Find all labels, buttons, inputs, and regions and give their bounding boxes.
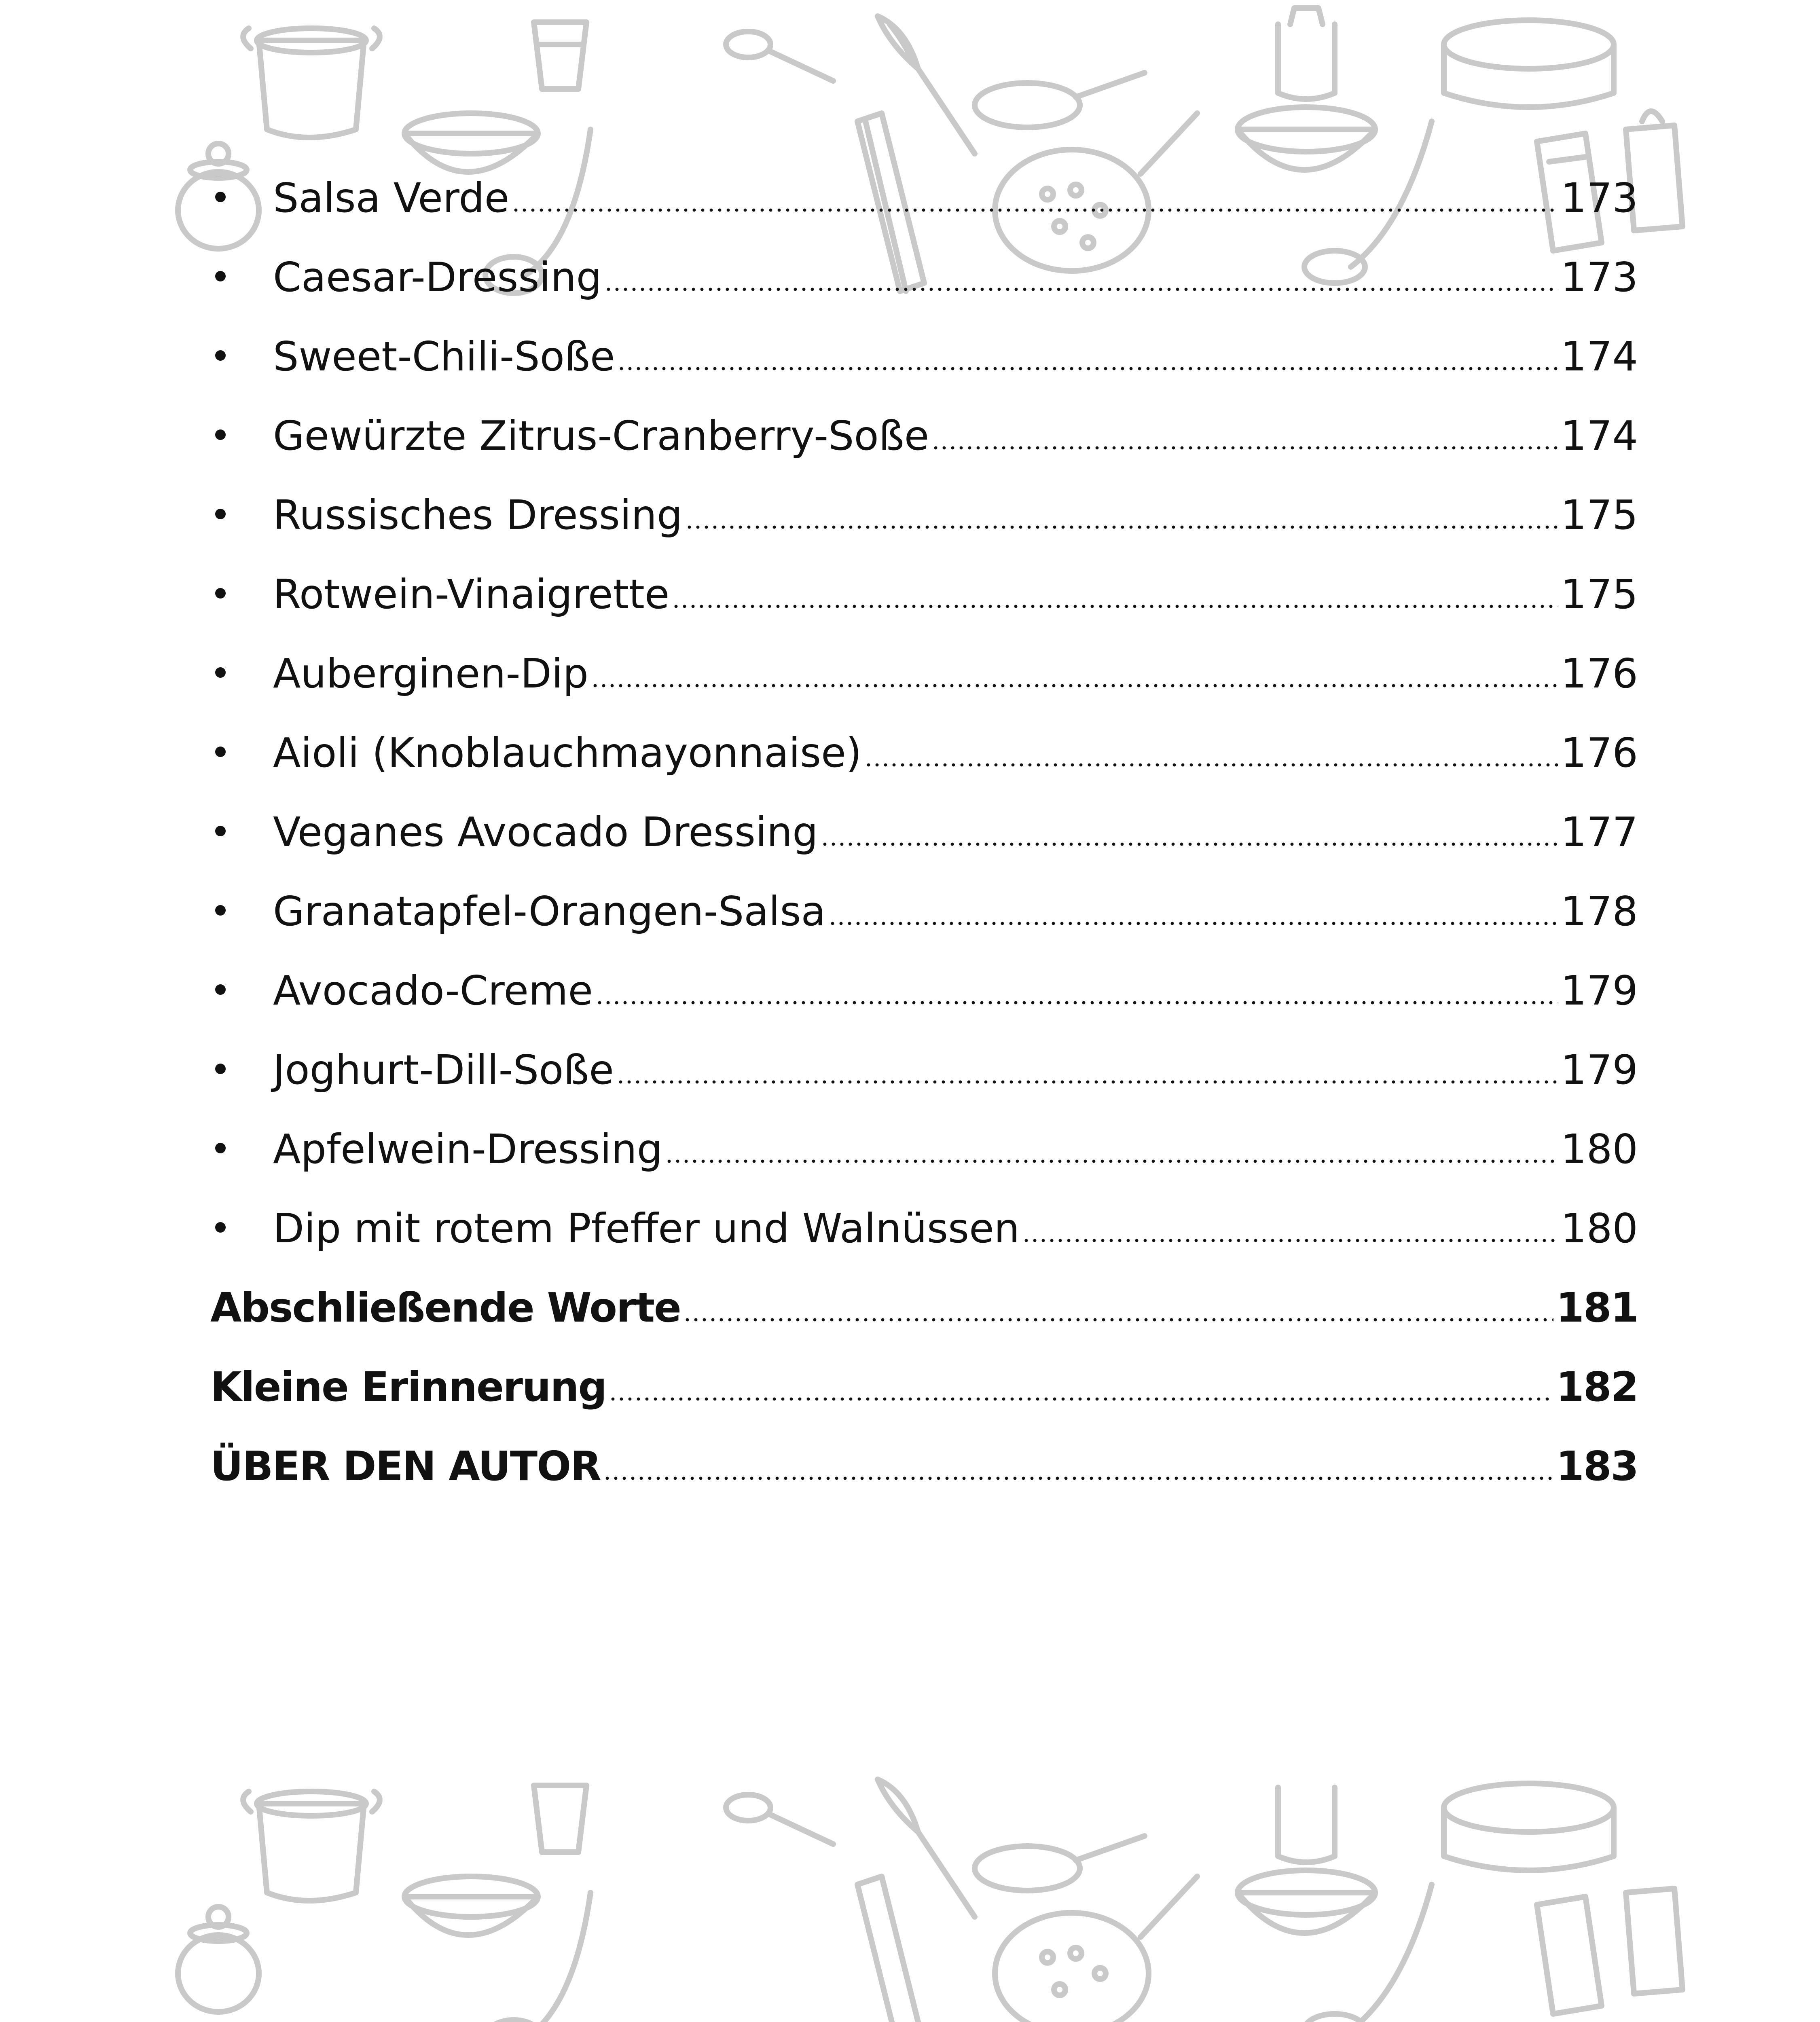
glass-icon bbox=[534, 1785, 586, 1852]
bullet-icon bbox=[215, 588, 226, 599]
toc-entry-label: Veganes Avocado Dressing bbox=[273, 808, 818, 856]
kitchen-utensils-decoration-bottom bbox=[0, 1767, 1820, 2022]
dot-leader bbox=[609, 1397, 1553, 1401]
dot-leader bbox=[821, 842, 1559, 846]
grater-icon bbox=[1626, 1889, 1682, 1994]
glass-icon bbox=[534, 22, 586, 89]
sugar-bowl-icon bbox=[1278, 1787, 1335, 1862]
bowl-icon bbox=[1238, 1870, 1375, 1933]
bowl-icon bbox=[1238, 107, 1375, 170]
sugar-bowl-icon bbox=[1278, 8, 1335, 99]
colander-icon bbox=[995, 1876, 1197, 2022]
bullet-icon bbox=[215, 826, 226, 836]
toc-entry[interactable] bbox=[210, 730, 1638, 809]
toc-entry[interactable] bbox=[210, 175, 1638, 254]
toc-page-number: 179 bbox=[1561, 1046, 1638, 1093]
sugar-bowl-icon bbox=[178, 1907, 259, 2012]
rolling-pin-icon bbox=[857, 1876, 924, 2022]
toc-entry-label: Caesar-Dressing bbox=[273, 254, 602, 301]
spoon-icon bbox=[726, 1795, 833, 1844]
toc-entry-label: Gewürzte Zitrus-Cranberry-Soße bbox=[273, 412, 929, 459]
toc-page-number: 174 bbox=[1561, 412, 1638, 459]
toc-entry-label: Auberginen-Dip bbox=[273, 650, 589, 697]
toc-entry-label: Rotwein-Vinaigrette bbox=[273, 571, 670, 618]
dot-leader bbox=[591, 684, 1558, 687]
bullet-icon bbox=[215, 984, 226, 995]
toc-section-label: Kleine Erinnerung bbox=[210, 1363, 607, 1411]
toc-page-number: 179 bbox=[1561, 967, 1638, 1014]
dot-leader bbox=[672, 605, 1558, 608]
toc-section-label: ÜBER DEN AUTOR bbox=[210, 1442, 601, 1490]
toc-page-number: 176 bbox=[1561, 650, 1638, 697]
bullet-icon bbox=[215, 1143, 226, 1153]
ladle-icon bbox=[1304, 1885, 1432, 2022]
dot-leader bbox=[595, 1001, 1558, 1005]
toc-page-number: 183 bbox=[1556, 1442, 1638, 1490]
toc-entry-label: Avocado-Creme bbox=[273, 967, 593, 1014]
bullet-icon bbox=[215, 429, 226, 440]
frying-pan-icon bbox=[975, 73, 1145, 127]
springform-pan-icon bbox=[1444, 20, 1614, 107]
toc-entry[interactable] bbox=[210, 888, 1638, 967]
toc-page-number: 182 bbox=[1556, 1363, 1638, 1411]
bullet-icon bbox=[215, 667, 226, 678]
toc-entry[interactable] bbox=[210, 650, 1638, 730]
toc-entry[interactable] bbox=[210, 967, 1638, 1047]
dot-leader bbox=[683, 1318, 1553, 1322]
bullet-icon bbox=[215, 1064, 226, 1074]
dot-leader bbox=[828, 922, 1558, 925]
toc-page-number: 180 bbox=[1561, 1125, 1638, 1173]
toc-entry-label: Dip mit rotem Pfeffer und Walnüssen bbox=[273, 1205, 1020, 1252]
dot-leader bbox=[665, 1159, 1558, 1163]
toc-page-number: 173 bbox=[1561, 254, 1638, 301]
bullet-icon bbox=[215, 509, 226, 519]
cooking-pot-icon bbox=[243, 1791, 380, 1901]
bowl-icon bbox=[404, 113, 538, 172]
dot-leader bbox=[604, 288, 1558, 291]
cooking-pot-icon bbox=[243, 28, 380, 137]
springform-pan-icon bbox=[1444, 1783, 1614, 1870]
toc-entry-label: Granatapfel-Orangen-Salsa bbox=[273, 888, 826, 935]
toc-section-label: Abschließende Worte bbox=[210, 1284, 681, 1331]
toc-page-number: 173 bbox=[1561, 174, 1638, 222]
kitchen-scale-icon bbox=[1537, 1897, 1602, 2014]
bullet-icon bbox=[215, 350, 226, 361]
table-of-contents bbox=[210, 175, 1638, 1522]
toc-page-number: 175 bbox=[1561, 571, 1638, 618]
dot-leader bbox=[603, 1476, 1553, 1480]
bullet-icon bbox=[215, 905, 226, 916]
toc-page-number: 178 bbox=[1561, 888, 1638, 935]
toc-entry-label: Russisches Dressing bbox=[273, 491, 683, 539]
toc-entry[interactable] bbox=[210, 412, 1638, 492]
toc-entry[interactable] bbox=[210, 333, 1638, 412]
toc-entry[interactable] bbox=[210, 1126, 1638, 1205]
ladle-icon bbox=[485, 1893, 590, 2022]
toc-section-entry[interactable] bbox=[210, 1443, 1638, 1522]
toc-page-number: 177 bbox=[1561, 808, 1638, 856]
dot-leader bbox=[512, 208, 1558, 212]
toc-entry[interactable] bbox=[210, 492, 1638, 571]
bullet-icon bbox=[215, 271, 226, 281]
toc-entry[interactable] bbox=[210, 254, 1638, 333]
spoon-icon bbox=[726, 32, 833, 81]
toc-entry[interactable] bbox=[210, 1047, 1638, 1126]
toc-page-number: 175 bbox=[1561, 491, 1638, 539]
whisk-icon bbox=[878, 16, 975, 154]
bullet-icon bbox=[215, 747, 226, 757]
whisk-icon bbox=[878, 1779, 975, 1917]
toc-section-entry[interactable] bbox=[210, 1284, 1638, 1364]
bullet-icon bbox=[215, 192, 226, 202]
dot-leader bbox=[1022, 1239, 1558, 1242]
dot-leader bbox=[864, 763, 1558, 767]
toc-page-number: 174 bbox=[1561, 333, 1638, 380]
toc-entry-label: Sweet-Chili-Soße bbox=[273, 333, 615, 380]
toc-entry[interactable] bbox=[210, 1205, 1638, 1284]
toc-entry-label: Aioli (Knoblauchmayonnaise) bbox=[273, 729, 862, 776]
bullet-icon bbox=[215, 1222, 226, 1233]
dot-leader bbox=[616, 1080, 1558, 1084]
bowl-icon bbox=[404, 1876, 538, 1935]
dot-leader bbox=[685, 525, 1559, 529]
toc-page-number: 180 bbox=[1561, 1205, 1638, 1252]
toc-entry-label: Joghurt-Dill-Soße bbox=[273, 1046, 614, 1093]
toc-page-number: 181 bbox=[1556, 1284, 1638, 1331]
toc-entry-label: Apfelwein-Dressing bbox=[273, 1125, 663, 1173]
dot-leader bbox=[931, 446, 1558, 450]
toc-entry[interactable] bbox=[210, 571, 1638, 650]
toc-entry-label: Salsa Verde bbox=[273, 174, 510, 222]
toc-page-number: 176 bbox=[1561, 729, 1638, 776]
frying-pan-icon bbox=[975, 1836, 1145, 1891]
dot-leader bbox=[617, 367, 1558, 370]
toc-entry[interactable] bbox=[210, 809, 1638, 888]
toc-section-entry[interactable] bbox=[210, 1364, 1638, 1443]
